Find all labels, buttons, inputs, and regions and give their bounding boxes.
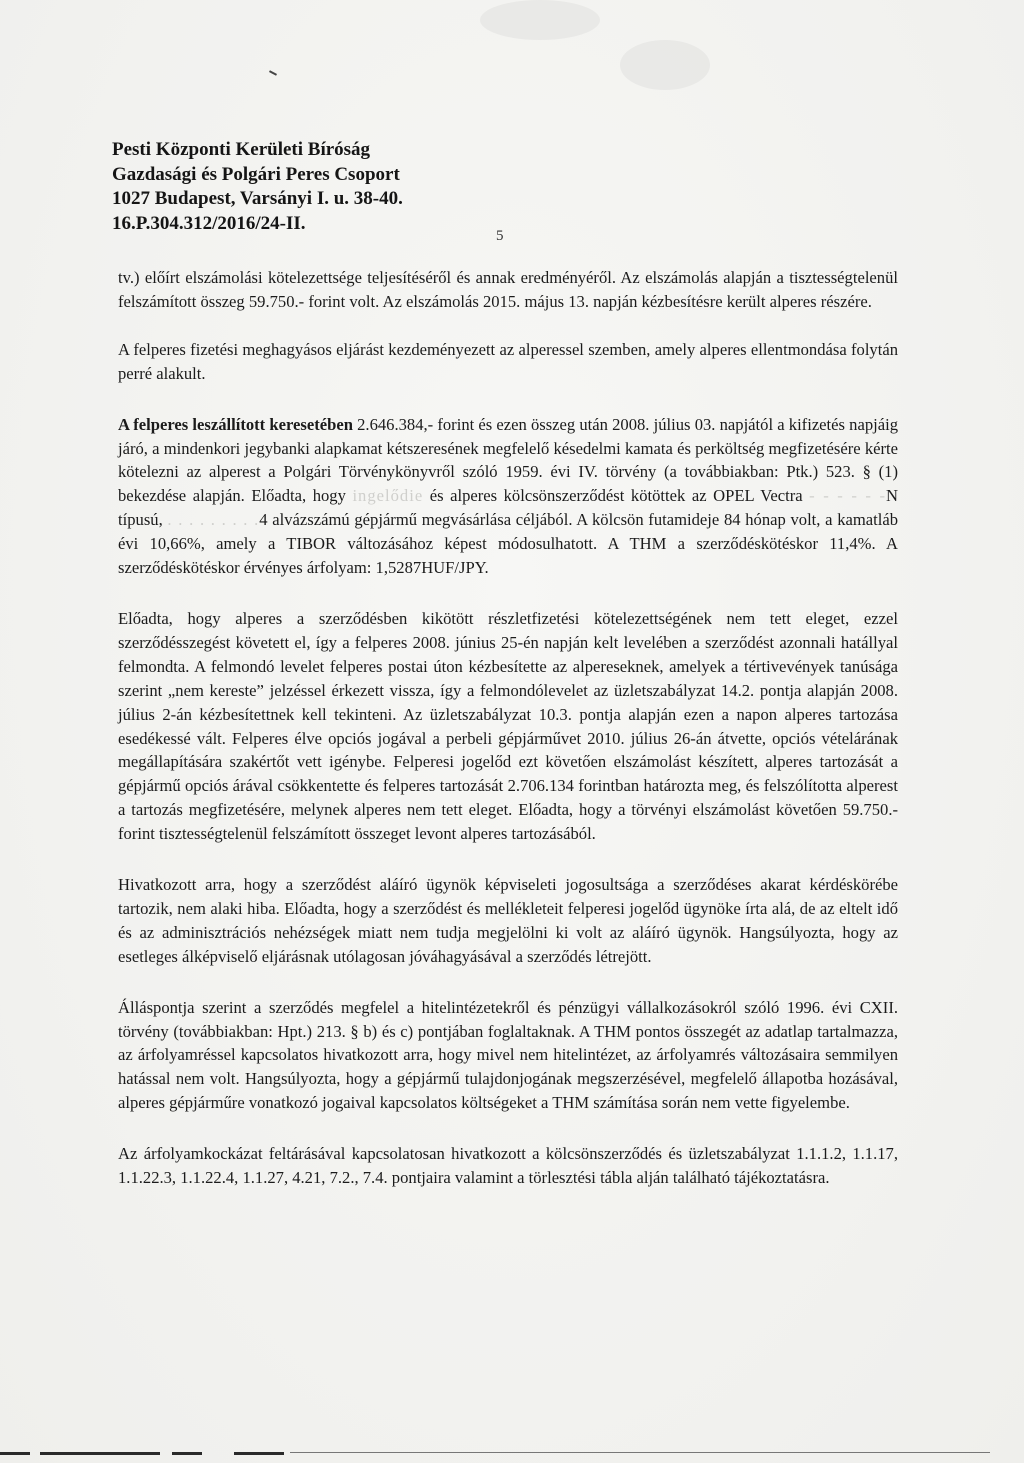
- redacted-chassis-number: . . . . . . . . .: [167, 510, 260, 530]
- redacted-party-name: ingelődie: [352, 486, 424, 506]
- scan-edge-mark: [40, 1452, 160, 1455]
- scan-edge-mark: [172, 1452, 202, 1455]
- claim-text-d: 4 alvázszámú gépjármű megvásárlása céljából. A kölcsön futamideje 84 hónap volt, a kamatláb évi 10,66%, amely a TIBOR változásához képest módosulhatott. A THM a szerződéskötéskor 11,4%. A szerződéskötéskor érvényes árfolyam: 1,5287HUF/JPY.: [118, 510, 899, 578]
- claim-bold-lead: A felperes leszállított keresetében: [118, 414, 353, 434]
- paragraph-agent-authority: Hivatkozott arra, hogy a szerződést aláíró ügynök képviseleti jogosultsága a szerződéses akarat kérdéskörébe tartozik, nem alaki hiba. Előadta, hogy a szerződést és mellékleteit felperesi jogelőd ügynöke írta alá, de az eltelt idő és az adminisztrációs nehézségek miatt nem tudja megjelölni ki volt az aláíró ügynök. Hangsúlyozta, hogy az esetleges álképviselő eljárásnak utólagosan jóváhagyásával a szerződés létrejött.: [118, 875, 898, 966]
- paragraph-payment-order: A felperes fizetési meghagyásos eljárást kezdeményezett az alperessel szemben, amely alperes ellentmondása folytán perré alakult.: [118, 339, 898, 383]
- scan-edge-mark: [0, 1452, 30, 1455]
- paragraph-claim: [118, 413, 898, 580]
- scan-smudge: [480, 0, 600, 40]
- court-department: Gazdasági és Polgári Peres Csoport: [112, 163, 400, 185]
- claim-text-c: N típusú,: [118, 486, 899, 530]
- scan-edge-mark: [290, 1452, 990, 1453]
- page-number: 5: [496, 228, 504, 244]
- scan-edge-mark: [234, 1452, 284, 1455]
- paragraph-exchange-risk: Az árfolyamkockázat feltárásával kapcsolatosan hivatkozott a kölcsönszerződés és üzletszabályzat 1.1.1.2, 1.1.17, 1.1.22.3, 1.1.22.4, 1.1.27, 4.21, 7.2., 7.4. pontjaira valamint a törlesztési tábla alján található tájékoztatásra.: [118, 1144, 898, 1188]
- paragraph-hpt-compliance: Álláspontja szerint a szerződés megfelel a hitelintézetekről és pénzügyi vállalkozásokról szóló 1996. évi CXII. törvény (továbbiakban: Hpt.) 213. § b) és c) pontjában foglaltaknak. A THM pontos összegét az adatlap tartalmazza, az árfolyamréssel kapcsolatos hivatkozott arra, hogy mivel nem hitelintézet, az árfolyamrés változásaira semmilyen hatással nem volt. Hangsúlyozta, hogy a gépjármű tulajdonjogának megszerzésével, megfelelő állapotba hozásával, alperes gépjárműre vonatkozó jogaival kapcsolatos költségeket a THM számítása során nem vette figyelembe.: [118, 997, 898, 1113]
- paragraph-settlement: tv.) előírt elszámolási kötelezettsége teljesítéséről és annak eredményéről. Az elszámolás alapján a tisztességtelenül felszámított összeg 59.750.- forint volt. Az elszámolás 2015. május 13. napján kézbesítésre került alperes részére.: [118, 268, 898, 311]
- scan-smudge: [620, 40, 710, 90]
- paragraph-termination: Előadta, hogy alperes a szerződésben kikötött részletfizetési kötelezettségének nem tett eleget, ezzel szerződésszegést követett el, így a felperes 2008. június 25-én napján kelt levelében a szerződést azonnali hatállyal felmondta. A felmondó levelet felperes postai úton kézbesítette az alpereseknek, amelyek a tértivevények tanúsága szerint „nem kereste” jelzéssel érkezett vissza, így a felmondólevelet az üzletszabályzat 14.2. pontja alapján 2008. július 2-án kézbesítettnek kell tekinteni. Az üzletszabályzat 10.3. pontja alapján ezen a napon alperes tartozása esedékessé vált. Felperes élve opciós jogával a perbeli gépjárművet 2010. július 26-án átvette, opciós vételárának megállapítására szakértőt vett igénybe. Felperesi jogelőd ezt követően elszámolást készített, alperes tartozását a gépjármű opciós árával csökkentette és felperes tartozását 2.706.134 forintban határozta meg, és felszólította alperest a tartozás megfizetésére, melynek alperes nem tett eleget. Előadta, hogy a törvényi elszámolást követően 59.750.- forint tisztességtelenül felszámított összeget levont alperes tartozásából.: [118, 608, 898, 844]
- claim-text-b: és alperes kölcsönszerződést kötöttek az OPEL Vectra: [423, 486, 810, 506]
- redacted-vehicle-type: - - - - - -: [809, 486, 887, 506]
- document-body: [118, 266, 898, 1217]
- court-header: [112, 138, 403, 236]
- claim-text-a: 2.646.384,- forint és ezen összeg után 2008. július 03. napjától a kifizetés napjáig járó, a mindenkori jegybanki alapkamat kétszeresének megfelelő késedelmi kamata és perköltség megfizetésére kérte kötelezni az alperest a Polgári Törvénykönyvről szóló 1959. évi IV. törvény (a továbbiakban: Ptk.) 523. § (1) bekezdése alapján. Előadta, hogy: [118, 414, 899, 506]
- court-name: Pesti Központi Kerületi Bíróság: [112, 139, 371, 160]
- scan-tick-mark: [269, 70, 277, 76]
- court-address: 1027 Budapest, Varsányi I. u. 38-40.: [112, 188, 403, 209]
- case-number: 16.P.304.312/2016/24-II.: [112, 212, 306, 234]
